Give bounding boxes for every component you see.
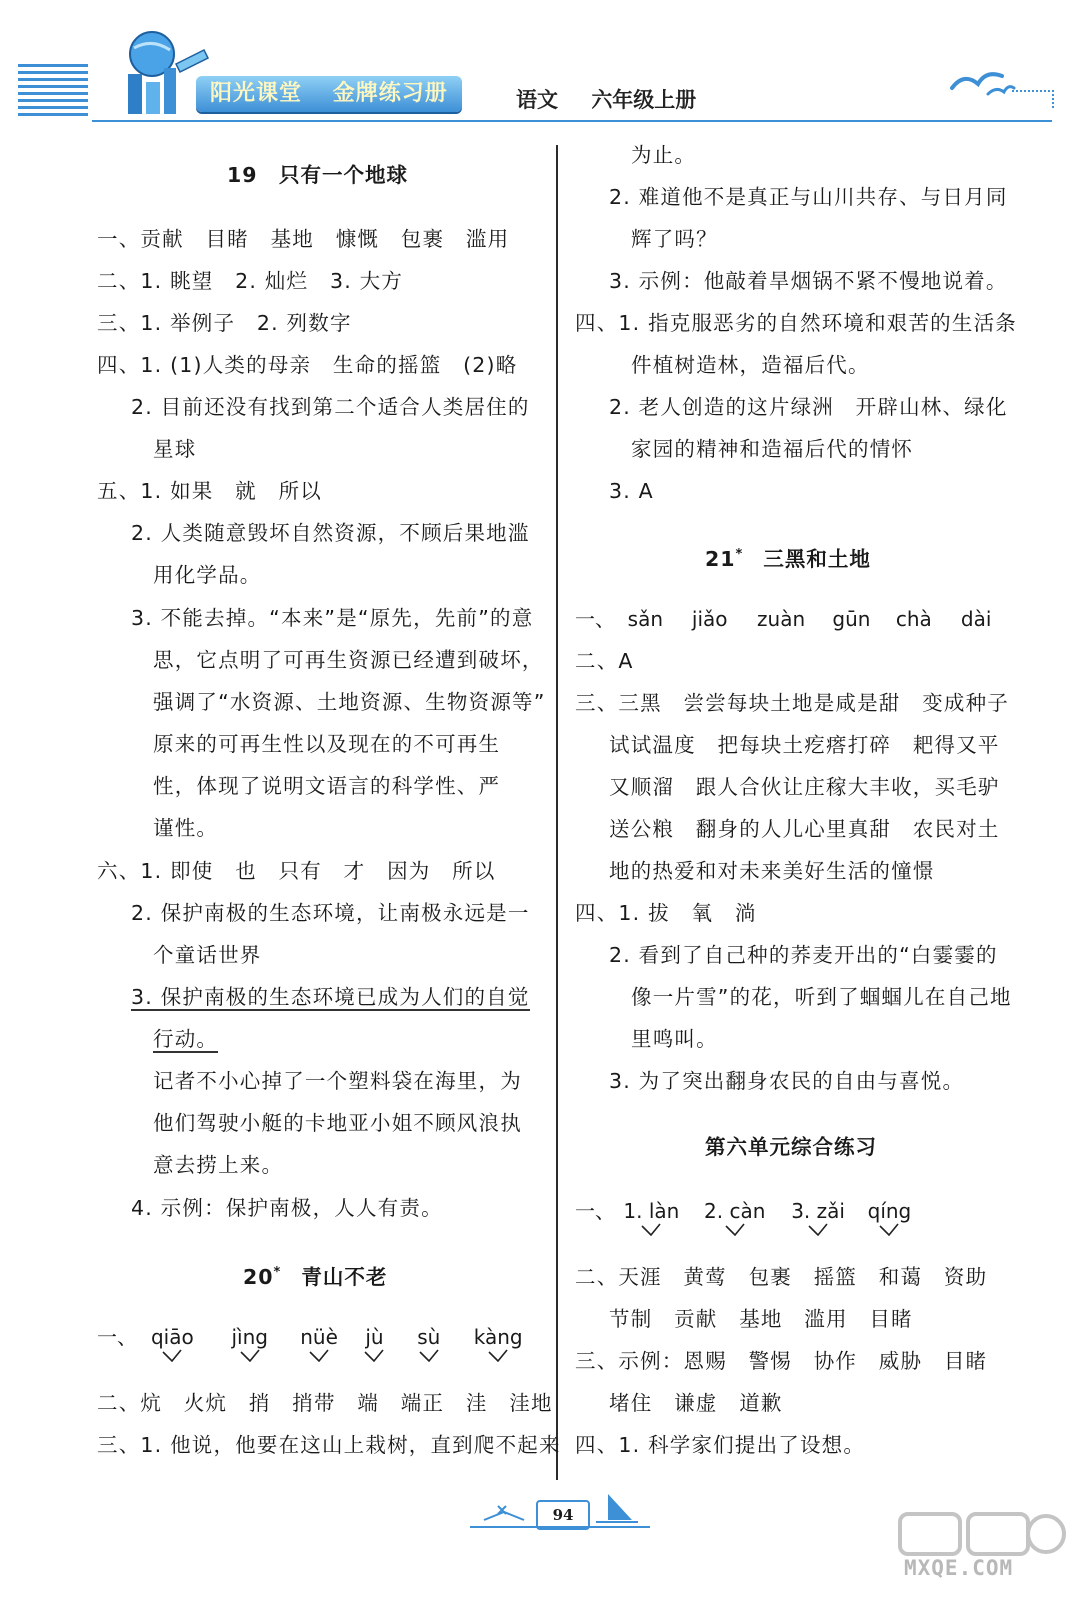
page-number: 94 xyxy=(536,1500,590,1530)
l19-q5-3c: 强调了“水资源、土地资源、生物资源等” xyxy=(153,690,546,714)
pinyin-item: jìng xyxy=(218,1322,282,1352)
l19-q5-3b: 思，它点明了可再生资源已经遭到破坏， xyxy=(153,648,544,672)
l19-q6-3c: 记者不小心掉了一个塑料袋在海里，为 xyxy=(153,1069,522,1093)
l19-q2: 二、1. 眺望 2. 灿烂 3. 大方 xyxy=(97,269,404,293)
r-q4-1b: 件植树造林，造福后代。 xyxy=(631,353,870,377)
lesson-20-title xyxy=(243,1258,387,1292)
lesson-21-name: 三黑和土地 xyxy=(763,546,871,571)
page-footer xyxy=(470,1492,650,1536)
check-mark-icon xyxy=(418,1348,440,1362)
lesson-21-number: 21 xyxy=(705,546,736,571)
r21-q4-2a: 2. 看到了自己种的荞麦开出的“白霎霎的 xyxy=(609,943,998,967)
logo-part-2: 金牌练习册 xyxy=(332,81,448,106)
check-mark-icon xyxy=(363,1348,385,1362)
unit-6-review-title: 第六单元综合练习 xyxy=(705,1135,877,1159)
page-header xyxy=(0,0,1092,135)
column-divider xyxy=(556,145,558,1480)
l19-q5-3f: 谨性。 xyxy=(153,816,219,840)
r21-q3d: 送公粮 翻身的人儿心里真甜 农民对土 xyxy=(609,817,1000,841)
optional-mark: * xyxy=(273,1265,282,1280)
underlined-answer-end: 行动。 xyxy=(153,1027,219,1051)
l20-q1-pinyin-row xyxy=(97,1322,533,1352)
pinyin-item: jiǎo xyxy=(691,607,728,631)
underlined-answer: 3. 保护南极的生态环境已成为人们的自觉 xyxy=(131,985,530,1009)
header-stripes xyxy=(18,64,88,120)
r-q3-2b: 辉了吗？ xyxy=(631,227,718,251)
watermark-text: MXQE.COM xyxy=(904,1556,1014,1580)
r21-q4-3: 3. 为了突出翻身农民的自由与喜悦。 xyxy=(609,1069,965,1093)
pinyin-item: sǎn xyxy=(627,607,664,631)
pinyin-item: sù xyxy=(409,1322,449,1352)
r21-q2: 二、A xyxy=(575,649,634,673)
l19-q5-1: 五、1. 如果 就 所以 xyxy=(97,479,322,503)
pinyin-item: qiāo xyxy=(143,1322,201,1352)
l19-q4-2a: 2. 目前还没有找到第二个适合人类居住的 xyxy=(131,395,530,419)
r-q4-2a: 2. 老人创造的这片绿洲 开辟山林、绿化 xyxy=(609,395,1008,419)
l19-q6-3e: 意去捞上来。 xyxy=(153,1153,284,1177)
pinyin-item: kàng xyxy=(463,1322,533,1352)
pinyin-item: chà xyxy=(895,607,932,631)
r21-q3a: 三、三黑 尝尝每块土地是咸是甜 变成种子 xyxy=(575,691,1009,715)
l19-q5-2a: 2. 人类随意毁坏自然资源，不顾后果地滥 xyxy=(131,521,530,545)
r21-q3e: 地的热爱和对未来美好生活的憧憬 xyxy=(609,859,935,883)
lesson-19-title: 19 只有一个地球 xyxy=(227,163,409,187)
l20-q3-1: 三、1. 他说，他要在这山上栽树，直到爬不起来 xyxy=(97,1433,561,1457)
l19-q6-3d: 他们驾驶小艇的卡地亚小姐不顾风浪执 xyxy=(153,1111,522,1135)
site-watermark xyxy=(892,1508,1068,1592)
logo-part-1: 阳光课堂 xyxy=(210,81,303,106)
check-mark-icon xyxy=(807,1222,829,1236)
subject-label: 语文 xyxy=(516,88,558,112)
unit-q2a: 二、天涯 黄莺 包裹 摇篮 和蔼 资助 xyxy=(575,1265,988,1289)
r-q4-3: 3. A xyxy=(609,479,654,503)
l19-q3: 三、1. 举例子 2. 列数字 xyxy=(97,311,352,335)
r-cont-1: 为止。 xyxy=(631,143,697,167)
l19-q4-1: 四、1. (1)人类的母亲 生命的摇篮 (2)略 xyxy=(97,353,518,377)
lesson-20-name: 青山不老 xyxy=(301,1264,388,1289)
pinyin-item: dài xyxy=(960,607,992,631)
pinyin-item: 3. zǎi xyxy=(788,1196,848,1226)
lesson-20-number: 20 xyxy=(243,1264,274,1289)
subject-grade xyxy=(516,84,722,114)
l19-q5-2b: 用化学品。 xyxy=(153,563,262,587)
birds-icon xyxy=(948,62,1018,102)
unit-q1-row xyxy=(575,1196,914,1226)
l19-q6-2a: 2. 保护南极的生态环境，让南极永远是一 xyxy=(131,901,530,925)
pinyin-item: zuàn xyxy=(757,607,806,631)
check-mark-icon xyxy=(161,1348,183,1362)
l19-q5-3e: 性，体现了说明文语言的科学性、严 xyxy=(153,774,501,798)
l19-q6-1: 六、1. 即使 也 只有 才 因为 所以 xyxy=(97,859,496,883)
unit-q3b: 堵住 谦虚 道歉 xyxy=(609,1391,783,1415)
r21-q3c: 又顺溜 跟人合伙让庄稼大丰收，买毛驴 xyxy=(609,775,1000,799)
pinyin-item: nüè xyxy=(294,1322,344,1352)
l19-q4-2b: 星球 xyxy=(153,437,197,461)
check-mark-icon xyxy=(724,1222,746,1236)
r21-q4-2b: 像一片雪”的花，听到了蝈蝈儿在自己地 xyxy=(631,985,1012,1009)
watermark-logo-icon xyxy=(892,1508,1068,1558)
check-mark-icon xyxy=(487,1348,509,1362)
unit-q3a: 三、示例：恩赐 警惕 协作 威胁 目睹 xyxy=(575,1349,988,1373)
unit-q2b: 节制 贡献 基地 滥用 目睹 xyxy=(609,1307,913,1331)
pinyin-item: 1. làn xyxy=(621,1196,681,1226)
l19-q6-2b: 个童话世界 xyxy=(153,943,262,967)
optional-mark: * xyxy=(735,547,744,562)
l19-q5-3d: 原来的可再生性以及现在的不可再生 xyxy=(153,732,501,756)
check-mark-icon xyxy=(878,1222,900,1236)
l20-q2: 二、炕 火炕 捎 捎带 端 端正 洼 洼地 xyxy=(97,1391,553,1415)
lesson-21-title xyxy=(705,540,871,574)
left-footer-ornament-icon xyxy=(480,1498,530,1526)
header-dotted-corner xyxy=(1012,90,1054,108)
r21-q4-1: 四、1. 拔 氧 淌 xyxy=(575,901,757,925)
l19-q6-3a xyxy=(131,982,530,1012)
l19-q6-3b xyxy=(153,1024,218,1054)
series-logo xyxy=(196,76,462,112)
pinyin-item: 2. càn xyxy=(702,1196,768,1226)
sailboat-icon xyxy=(592,1492,642,1526)
r21-q4-2c: 里鸣叫。 xyxy=(631,1027,718,1051)
unit-q4-1: 四、1. 科学家们提出了设想。 xyxy=(575,1433,866,1457)
r-q4-2b: 家园的精神和造福后代的情怀 xyxy=(631,437,914,461)
r21-q1-label: 一、 xyxy=(575,607,615,631)
unit-q1-label: 一、 xyxy=(575,1199,615,1223)
l19-q6-4: 4. 示例：保护南极，人人有责。 xyxy=(131,1196,443,1220)
grade-label: 六年级上册 xyxy=(591,88,697,112)
l19-q5-3a: 3. 不能去掉。“本来”是“原先，先前”的意 xyxy=(131,606,534,630)
footer-line xyxy=(470,1526,650,1528)
l20-q1-label: 一、 xyxy=(97,1325,137,1349)
r-q3-2a: 2. 难道他不是真正与山川共存、与日月同 xyxy=(609,185,1008,209)
pinyin-item: gūn xyxy=(832,607,871,631)
pinyin-item: qíng xyxy=(864,1196,914,1226)
r21-q1-pinyin-row xyxy=(575,604,997,634)
pinyin-item: jù xyxy=(356,1322,392,1352)
check-mark-icon xyxy=(239,1348,261,1362)
l19-q1: 一、贡献 目睹 基地 慷慨 包裹 滥用 xyxy=(97,227,510,251)
r-q3-3: 3. 示例：他敲着旱烟锅不紧不慢地说着。 xyxy=(609,269,1008,293)
check-mark-icon xyxy=(640,1222,662,1236)
r21-q3b: 试试温度 把每块土疙瘩打碎 耙得又平 xyxy=(609,733,1000,757)
r-q4-1a: 四、1. 指克服恶劣的自然环境和艰苦的生活条 xyxy=(575,311,1017,335)
check-mark-icon xyxy=(308,1348,330,1362)
